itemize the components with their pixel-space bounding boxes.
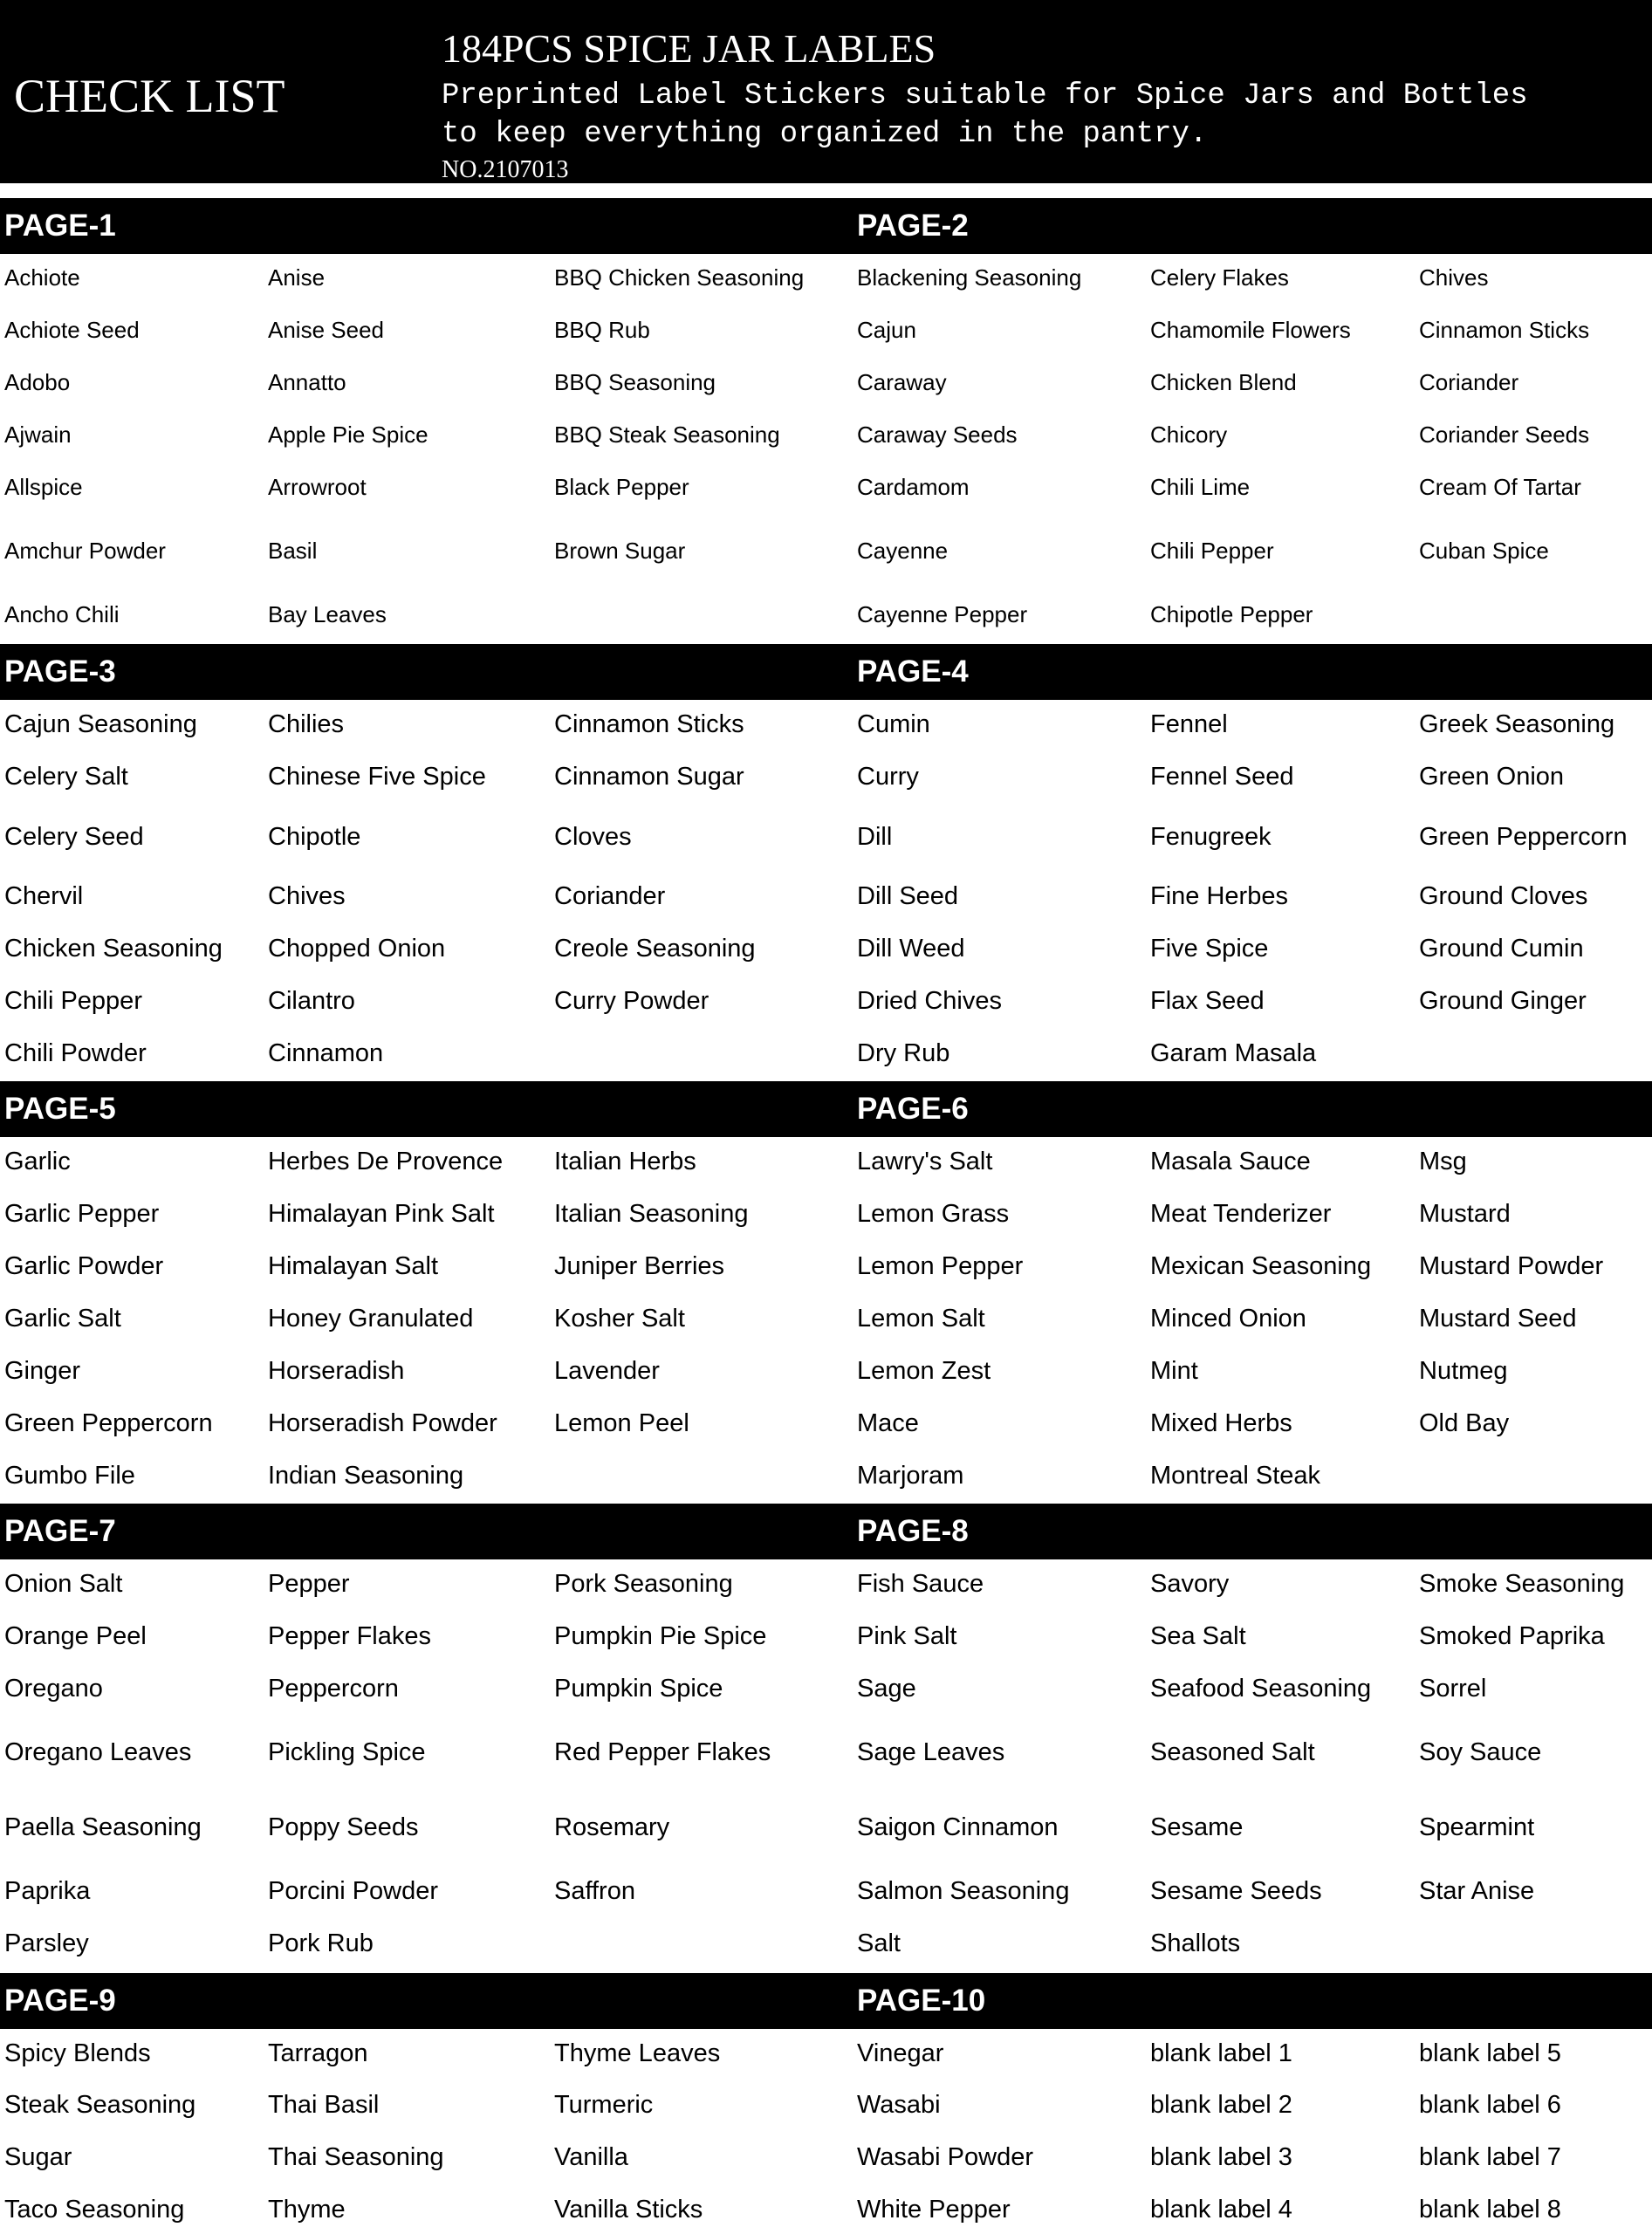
product-title: 184PCS SPICE JAR LABLES: [442, 26, 936, 71]
spice-label-item: Cinnamon: [268, 1039, 384, 1067]
spice-label-item: blank label 7: [1419, 2143, 1561, 2171]
spice-label-item: Onion Salt: [4, 1570, 123, 1598]
spice-label-item: Chicken Seasoning: [4, 935, 223, 963]
section-header-bar: [0, 644, 1652, 700]
spice-label-item: Basil: [268, 538, 318, 564]
spice-label-item: Poppy Seeds: [268, 1813, 419, 1841]
page-label: PAGE-4: [857, 654, 969, 689]
spice-label-item: Cinnamon Sticks: [1419, 317, 1590, 343]
spice-label-item: Chopped Onion: [268, 935, 446, 963]
spice-label-item: Himalayan Pink Salt: [268, 1200, 495, 1228]
spice-label-item: Fine Herbes: [1150, 882, 1288, 910]
spice-label-item: Horseradish Powder: [268, 1409, 497, 1437]
spice-label-item: Pink Salt: [857, 1622, 957, 1650]
spice-label-item: Marjoram: [857, 1462, 964, 1490]
spice-label-item: Green Peppercorn: [1419, 823, 1628, 851]
spice-label-item: Star Anise: [1419, 1877, 1535, 1905]
spice-label-item: Pickling Spice: [268, 1738, 426, 1766]
spice-label-item: Fenugreek: [1150, 823, 1272, 851]
spice-label-item: Chili Powder: [4, 1039, 147, 1067]
spice-label-item: Salmon Seasoning: [857, 1877, 1070, 1905]
spice-label-item: Soy Sauce: [1419, 1738, 1542, 1766]
spice-label-item: Mustard Powder: [1419, 1252, 1604, 1280]
spice-label-item: Wasabi: [857, 2091, 941, 2119]
spice-label-item: Orange Peel: [4, 1622, 147, 1650]
spice-label-item: Old Bay: [1419, 1409, 1510, 1437]
spice-label-item: Greek Seasoning: [1419, 710, 1615, 738]
product-description: Preprinted Label Stickers suitable for Spice Jars and Bottles to keep everything organized in the pantry.: [442, 79, 1528, 151]
spice-label-item: Bay Leaves: [268, 601, 387, 627]
spice-label-item: Pepper: [268, 1570, 350, 1598]
spice-label-item: Caraway: [857, 369, 947, 395]
spice-label-item: Achiote: [4, 264, 80, 291]
spice-label-item: Chives: [1419, 264, 1489, 291]
spice-label-item: Lemon Peel: [554, 1409, 689, 1437]
spice-label-item: Sage Leaves: [857, 1738, 1005, 1766]
spice-label-item: Cardamom: [857, 474, 970, 500]
spice-label-item: Ancho Chili: [4, 601, 120, 627]
spice-label-item: Cinnamon Sticks: [554, 710, 744, 738]
spice-label-item: Thyme Leaves: [554, 2039, 721, 2067]
spice-label-item: Sorrel: [1419, 1675, 1487, 1703]
spice-label-item: Taco Seasoning: [4, 2196, 185, 2224]
spice-label-item: Thai Basil: [268, 2091, 380, 2119]
spice-label-item: Cream Of Tartar: [1419, 474, 1581, 500]
spice-label-item: Steak Seasoning: [4, 2091, 196, 2119]
spice-label-item: Rosemary: [554, 1813, 670, 1841]
spice-label-item: Wasabi Powder: [857, 2143, 1034, 2171]
spice-label-item: Pork Rub: [268, 1929, 374, 1957]
spice-label-item: Brown Sugar: [554, 538, 686, 564]
spice-label-item: Lemon Grass: [857, 1200, 1010, 1228]
spice-label-item: Mustard Seed: [1419, 1305, 1577, 1333]
spice-label-item: Montreal Steak: [1150, 1462, 1321, 1490]
spice-label-item: Tarragon: [268, 2039, 368, 2067]
spice-label-item: Anise: [268, 264, 326, 291]
spice-label-item: Chili Pepper: [1150, 538, 1274, 564]
spice-label-item: Red Pepper Flakes: [554, 1738, 771, 1766]
spice-label-item: blank label 3: [1150, 2143, 1292, 2171]
page-label: PAGE-1: [4, 209, 116, 243]
spice-label-item: Dill Seed: [857, 882, 959, 910]
spice-label-item: Salt: [857, 1929, 901, 1957]
spice-label-item: Lavender: [554, 1357, 660, 1385]
header-banner: [0, 0, 1652, 183]
spice-label-item: Turmeric: [554, 2091, 654, 2119]
spice-label-item: Chicken Blend: [1150, 369, 1297, 395]
spice-label-item: Shallots: [1150, 1929, 1241, 1957]
spice-label-item: Smoked Paprika: [1419, 1622, 1605, 1650]
spice-label-item: Sage: [857, 1675, 916, 1703]
spice-label-item: Adobo: [4, 369, 71, 395]
spice-label-item: Cinnamon Sugar: [554, 763, 744, 791]
spice-label-item: Ginger: [4, 1357, 81, 1385]
spice-label-item: Chilies: [268, 710, 345, 738]
spice-label-item: Lawry's Salt: [857, 1148, 993, 1175]
spice-label-item: Lemon Salt: [857, 1305, 985, 1333]
spice-label-item: Pumpkin Pie Spice: [554, 1622, 767, 1650]
spice-label-item: Paella Seasoning: [4, 1813, 202, 1841]
spice-label-item: Ground Cumin: [1419, 935, 1584, 963]
spice-label-item: Spicy Blends: [4, 2039, 151, 2067]
page-label: PAGE-5: [4, 1092, 116, 1126]
spice-label-item: Paprika: [4, 1877, 91, 1905]
spice-label-item: Cumin: [857, 710, 930, 738]
section-header-bar: [0, 1504, 1652, 1559]
spice-label-item: Cilantro: [268, 987, 355, 1015]
spice-label-item: Savory: [1150, 1570, 1230, 1598]
spice-label-item: BBQ Chicken Seasoning: [554, 264, 805, 291]
section-header-bar: [0, 1973, 1652, 2029]
page-label: PAGE-9: [4, 1984, 116, 2018]
spice-label-item: Fennel Seed: [1150, 763, 1294, 791]
spice-label-item: Curry: [857, 763, 919, 791]
spice-label-item: Juniper Berries: [554, 1252, 725, 1280]
spice-label-item: Celery Seed: [4, 823, 144, 851]
spice-label-item: Chili Lime: [1150, 474, 1251, 500]
spice-label-item: Fish Sauce: [857, 1570, 984, 1598]
spice-label-item: Chamomile Flowers: [1150, 317, 1351, 343]
spice-label-item: Ground Cloves: [1419, 882, 1588, 910]
spice-label-item: Porcini Powder: [268, 1877, 439, 1905]
spice-label-item: Honey Granulated: [268, 1305, 474, 1333]
spice-label-item: Coriander: [554, 882, 666, 910]
spice-label-item: Chicory: [1150, 421, 1228, 448]
spice-label-item: Seasoned Salt: [1150, 1738, 1315, 1766]
spice-label-item: Cayenne Pepper: [857, 601, 1028, 627]
spice-label-item: blank label 2: [1150, 2091, 1292, 2119]
spice-label-item: Oregano Leaves: [4, 1738, 192, 1766]
spice-label-item: Curry Powder: [554, 987, 709, 1015]
spice-label-item: Thyme: [268, 2196, 346, 2224]
spice-label-item: Cajun: [857, 317, 916, 343]
spice-label-item: Pumpkin Spice: [554, 1675, 723, 1703]
spice-label-item: Cajun Seasoning: [4, 710, 197, 738]
spice-label-item: blank label 8: [1419, 2196, 1561, 2224]
spice-label-item: Blackening Seasoning: [857, 264, 1082, 291]
spice-label-item: Mustard: [1419, 1200, 1511, 1228]
spice-label-item: Cuban Spice: [1419, 538, 1549, 564]
spice-label-item: Smoke Seasoning: [1419, 1570, 1625, 1598]
spice-label-item: Msg: [1419, 1148, 1467, 1175]
spice-label-item: Green Onion: [1419, 763, 1565, 791]
spice-label-item: Lemon Pepper: [857, 1252, 1024, 1280]
product-number: NO.2107013: [442, 156, 569, 183]
spice-label-item: Dry Rub: [857, 1039, 950, 1067]
spice-label-item: Cayenne: [857, 538, 949, 564]
spice-label-item: Dill: [857, 823, 893, 851]
spice-label-item: Chervil: [4, 882, 84, 910]
spice-label-item: Coriander Seeds: [1419, 421, 1590, 448]
spice-label-item: Vanilla Sticks: [554, 2196, 703, 2224]
spice-label-item: Garlic Powder: [4, 1252, 164, 1280]
spice-label-item: Sesame: [1150, 1813, 1244, 1841]
spice-label-item: Masala Sauce: [1150, 1148, 1311, 1175]
spice-label-item: blank label 4: [1150, 2196, 1292, 2224]
spice-label-item: Five Spice: [1150, 935, 1269, 963]
spice-label-item: Chinese Five Spice: [268, 763, 486, 791]
spice-label-item: Ground Ginger: [1419, 987, 1587, 1015]
spice-label-item: Italian Seasoning: [554, 1200, 749, 1228]
spice-label-item: Horseradish: [268, 1357, 405, 1385]
spice-label-item: Thai Seasoning: [268, 2143, 444, 2171]
spice-label-item: Garam Masala: [1150, 1039, 1317, 1067]
spice-label-item: Apple Pie Spice: [268, 421, 428, 448]
spice-label-item: Mexican Seasoning: [1150, 1252, 1372, 1280]
spice-label-item: Indian Seasoning: [268, 1462, 464, 1490]
spice-label-item: Lemon Zest: [857, 1357, 991, 1385]
check-list-title: CHECK LIST: [14, 70, 285, 122]
spice-label-item: Allspice: [4, 474, 83, 500]
spice-label-item: Garlic Pepper: [4, 1200, 160, 1228]
spice-label-item: Sesame Seeds: [1150, 1877, 1322, 1905]
spice-label-item: Chipotle: [268, 823, 361, 851]
section-header-bar: [0, 198, 1652, 254]
spice-label-item: Sugar: [4, 2143, 72, 2171]
page-label: PAGE-6: [857, 1092, 969, 1126]
spice-label-item: Cloves: [554, 823, 632, 851]
spice-label-item: Parsley: [4, 1929, 89, 1957]
page-label: PAGE-8: [857, 1514, 969, 1548]
spice-label-item: Amchur Powder: [4, 538, 166, 564]
spice-label-item: Peppercorn: [268, 1675, 399, 1703]
spice-label-item: Kosher Salt: [554, 1305, 685, 1333]
spice-label-item: BBQ Rub: [554, 317, 650, 343]
spice-label-item: Celery Salt: [4, 763, 128, 791]
spice-label-item: Sea Salt: [1150, 1622, 1246, 1650]
spice-label-item: Spearmint: [1419, 1813, 1535, 1841]
spice-label-item: Fennel: [1150, 710, 1228, 738]
spice-label-item: Mixed Herbs: [1150, 1409, 1292, 1437]
spice-label-item: Arrowroot: [268, 474, 367, 500]
spice-label-item: Annatto: [268, 369, 346, 395]
spice-label-item: Caraway Seeds: [857, 421, 1018, 448]
spice-label-item: Mace: [857, 1409, 919, 1437]
spice-label-item: blank label 5: [1419, 2039, 1561, 2067]
spice-label-item: Nutmeg: [1419, 1357, 1508, 1385]
spice-label-item: Celery Flakes: [1150, 264, 1289, 291]
spice-label-item: Dried Chives: [857, 987, 1002, 1015]
spice-label-item: Herbes De Provence: [268, 1148, 504, 1175]
spice-label-item: Green Peppercorn: [4, 1409, 213, 1437]
spice-label-item: blank label 1: [1150, 2039, 1292, 2067]
spice-label-item: Mint: [1150, 1357, 1198, 1385]
spice-label-item: Coriander: [1419, 369, 1519, 395]
spice-label-item: Gumbo File: [4, 1462, 135, 1490]
spice-label-item: Garlic Salt: [4, 1305, 121, 1333]
spice-label-item: Minced Onion: [1150, 1305, 1306, 1333]
spice-label-item: Creole Seasoning: [554, 935, 756, 963]
spice-label-item: Anise Seed: [268, 317, 384, 343]
page-label: PAGE-10: [857, 1984, 986, 2018]
spice-label-item: Pork Seasoning: [554, 1570, 733, 1598]
spice-label-item: Saigon Cinnamon: [857, 1813, 1059, 1841]
spice-label-item: Meat Tenderizer: [1150, 1200, 1332, 1228]
spice-label-item: Ajwain: [4, 421, 72, 448]
section-header-bar: [0, 1081, 1652, 1137]
spice-label-item: Italian Herbs: [554, 1148, 696, 1175]
spice-label-item: Black Pepper: [554, 474, 689, 500]
spice-label-item: Chili Pepper: [4, 987, 142, 1015]
spice-label-item: Chives: [268, 882, 346, 910]
spice-label-item: White Pepper: [857, 2196, 1011, 2224]
spice-label-item: Himalayan Salt: [268, 1252, 439, 1280]
spice-label-item: Flax Seed: [1150, 987, 1265, 1015]
spice-label-item: Seafood Seasoning: [1150, 1675, 1372, 1703]
page-label: PAGE-7: [4, 1514, 116, 1548]
spice-label-item: Oregano: [4, 1675, 103, 1703]
page-label: PAGE-2: [857, 209, 969, 243]
spice-label-item: BBQ Seasoning: [554, 369, 716, 395]
spice-label-item: Pepper Flakes: [268, 1622, 431, 1650]
spice-label-item: Vanilla: [554, 2143, 628, 2171]
page-label: PAGE-3: [4, 654, 116, 689]
spice-label-item: blank label 6: [1419, 2091, 1561, 2119]
spice-label-item: Garlic: [4, 1148, 71, 1175]
spice-label-item: Achiote Seed: [4, 317, 140, 343]
spice-label-item: Vinegar: [857, 2039, 944, 2067]
spice-label-item: Chipotle Pepper: [1150, 601, 1313, 627]
spice-label-item: Dill Weed: [857, 935, 965, 963]
spice-label-item: BBQ Steak Seasoning: [554, 421, 780, 448]
spice-label-item: Saffron: [554, 1877, 635, 1905]
